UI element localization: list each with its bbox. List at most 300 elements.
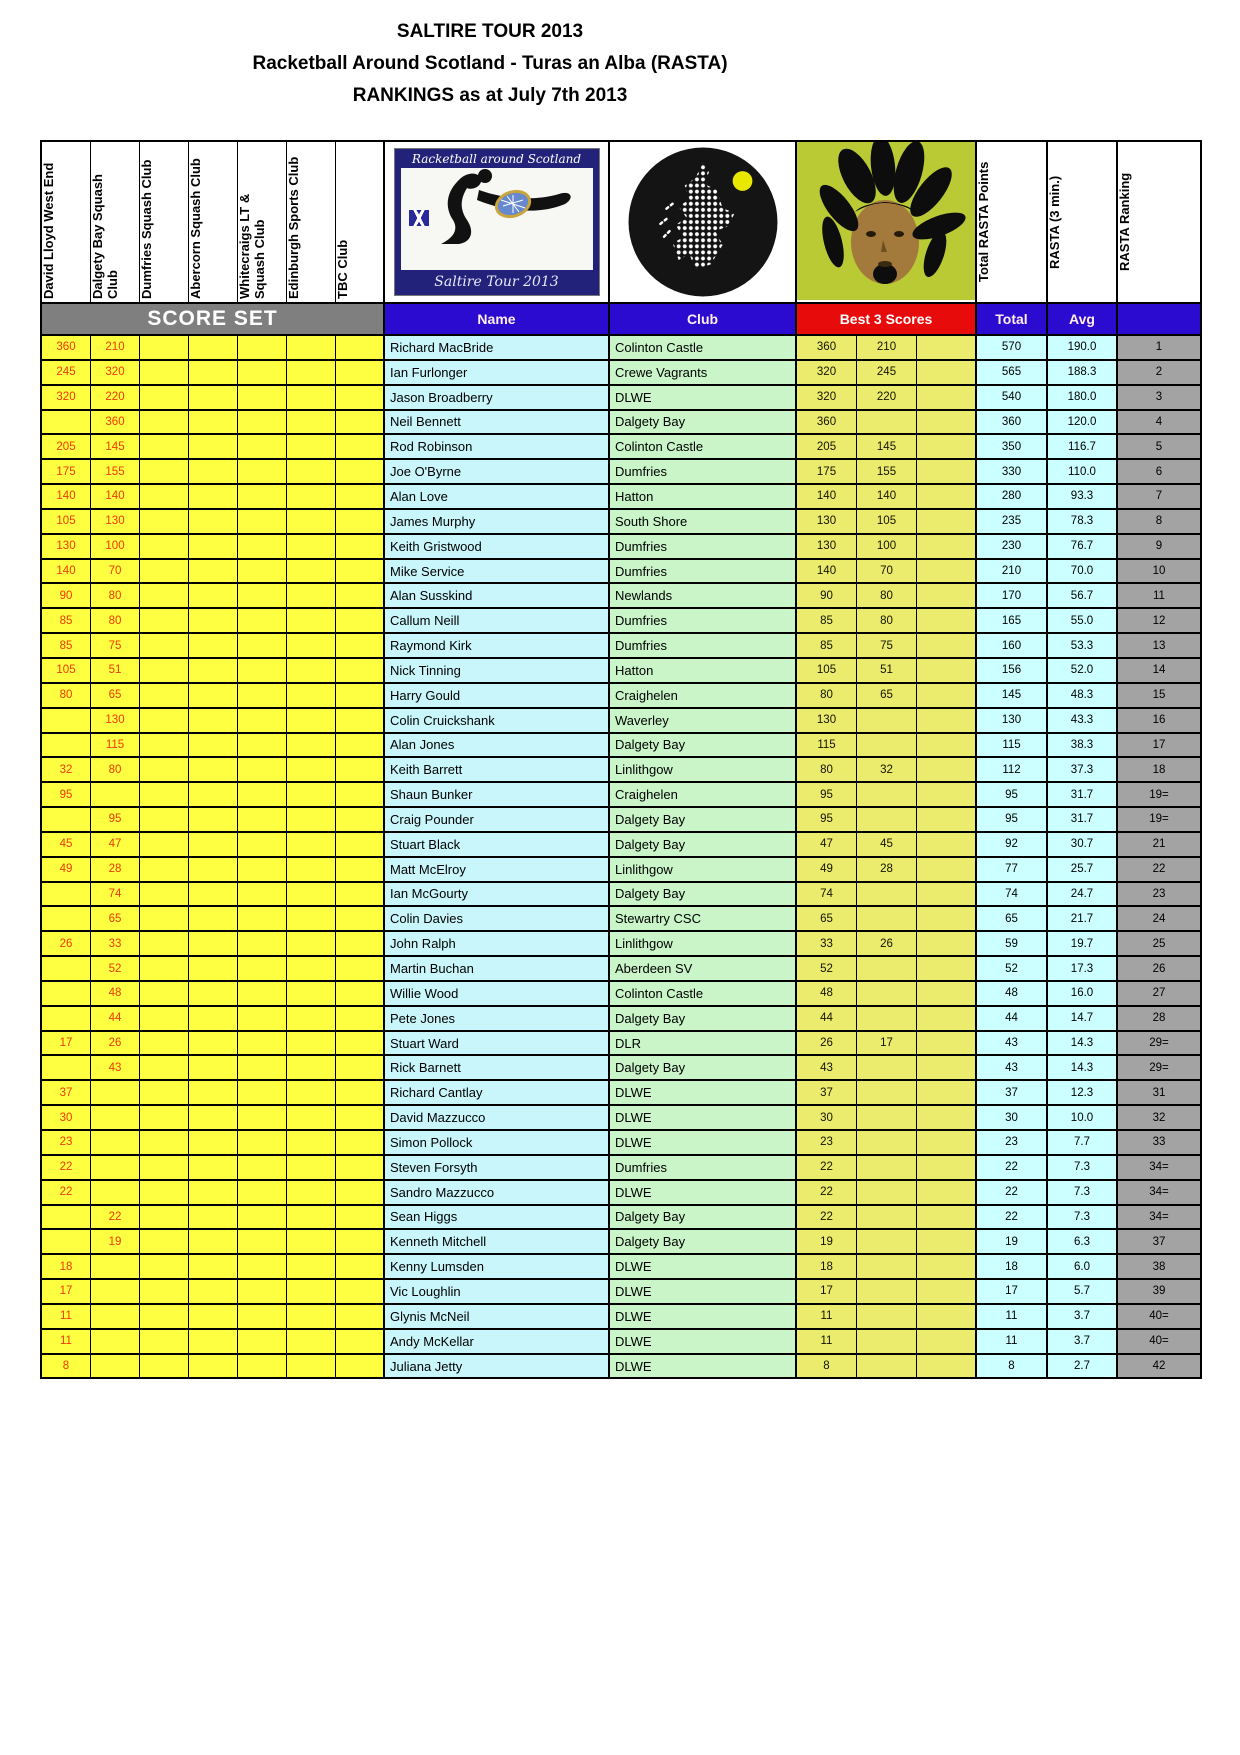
player-name-cell: Simon Pollock — [385, 1131, 610, 1154]
best-score-cell — [857, 1106, 917, 1129]
club-score-cell — [189, 783, 238, 806]
table-row — [42, 833, 1200, 858]
best-score-cell — [917, 982, 977, 1005]
rank-header — [1118, 304, 1200, 334]
best-score-cell: 95 — [797, 808, 857, 831]
score-set-header: SCORE SET — [42, 304, 385, 334]
club-score-cell — [140, 858, 189, 881]
table-row — [42, 485, 1200, 510]
best-score-cell: 85 — [797, 609, 857, 632]
best-score-cell — [857, 982, 917, 1005]
player-club-cell: Waverley — [610, 709, 797, 732]
table-row — [42, 1280, 1200, 1305]
column-header-rasta-ranking — [1118, 142, 1200, 302]
column-header-dumfries — [140, 142, 189, 302]
club-score-cell — [287, 560, 336, 583]
club-score-cell — [189, 1206, 238, 1229]
player-name-cell: Stuart Ward — [385, 1032, 610, 1055]
best-score-cell: 45 — [857, 833, 917, 856]
best-score-cell — [857, 1007, 917, 1030]
player-club-cell: DLWE — [610, 1131, 797, 1154]
best-score-cell — [857, 907, 917, 930]
table-row — [42, 386, 1200, 411]
player-name-cell: Vic Loughlin — [385, 1280, 610, 1303]
club-score-cell — [287, 1280, 336, 1303]
club-score-cell: 90 — [42, 584, 91, 607]
club-score-cell — [238, 535, 287, 558]
club-score-cell — [140, 932, 189, 955]
club-score-cell — [238, 1181, 287, 1204]
player-club-cell: South Shore — [610, 510, 797, 533]
club-score-cell: 74 — [91, 883, 140, 906]
club-score-cell: 70 — [91, 560, 140, 583]
club-score-cell — [238, 584, 287, 607]
average-cell: 3.7 — [1048, 1330, 1118, 1353]
club-score-cell: 140 — [42, 560, 91, 583]
best-score-cell: 22 — [797, 1206, 857, 1229]
best-score-cell — [857, 1305, 917, 1328]
club-score-cell — [140, 1131, 189, 1154]
club-score-cell — [336, 783, 385, 806]
club-score-cell — [238, 709, 287, 732]
best-score-cell: 80 — [797, 758, 857, 781]
club-score-cell — [140, 535, 189, 558]
total-points-cell: 44 — [977, 1007, 1048, 1030]
club-score-cell — [238, 1032, 287, 1055]
column-header-david-lloyd-west-end — [42, 142, 91, 302]
ranking-cell: 12 — [1118, 609, 1200, 632]
best-score-cell — [917, 435, 977, 458]
club-score-cell — [287, 584, 336, 607]
best-score-cell: 140 — [857, 485, 917, 508]
club-score-cell — [336, 1181, 385, 1204]
club-score-cell — [287, 1355, 336, 1378]
club-score-cell: 51 — [91, 659, 140, 682]
column-header-total-rasta-points — [977, 142, 1048, 302]
ranking-cell: 9 — [1118, 535, 1200, 558]
club-score-cell — [287, 684, 336, 707]
best-score-cell: 220 — [857, 386, 917, 409]
best-score-cell: 48 — [797, 982, 857, 1005]
club-score-cell — [140, 1181, 189, 1204]
club-score-cell: 140 — [91, 485, 140, 508]
ranking-cell: 3 — [1118, 386, 1200, 409]
player-club-cell: DLWE — [610, 1330, 797, 1353]
club-score-cell — [42, 808, 91, 831]
club-score-cell: 49 — [42, 858, 91, 881]
club-score-cell — [336, 1230, 385, 1253]
club-score-cell — [238, 833, 287, 856]
player-name-cell: Glynis McNeil — [385, 1305, 610, 1328]
player-club-cell: Linlithgow — [610, 758, 797, 781]
club-score-cell — [238, 336, 287, 359]
club-score-cell — [91, 1355, 140, 1378]
club-score-cell — [189, 336, 238, 359]
club-score-cell — [336, 833, 385, 856]
club-score-cell — [238, 684, 287, 707]
club-score-cell — [287, 634, 336, 657]
ranking-cell: 5 — [1118, 435, 1200, 458]
club-score-cell — [140, 485, 189, 508]
club-score-cell — [287, 907, 336, 930]
best-score-cell — [917, 883, 977, 906]
club-score-cell — [140, 560, 189, 583]
player-club-cell: Dalgety Bay — [610, 411, 797, 434]
club-score-cell: 26 — [91, 1032, 140, 1055]
table-row — [42, 1330, 1200, 1355]
total-points-cell: 115 — [977, 734, 1048, 757]
club-score-cell — [42, 982, 91, 1005]
player-name-cell: Callum Neill — [385, 609, 610, 632]
table-row — [42, 758, 1200, 783]
club-score-cell — [189, 1330, 238, 1353]
player-name-cell: Kenneth Mitchell — [385, 1230, 610, 1253]
club-score-cell — [336, 336, 385, 359]
ranking-cell: 2 — [1118, 361, 1200, 384]
ranking-cell: 7 — [1118, 485, 1200, 508]
best-score-cell — [917, 1056, 977, 1079]
club-score-cell — [91, 1181, 140, 1204]
rasta-face-image — [797, 142, 977, 300]
average-cell: 30.7 — [1048, 833, 1118, 856]
table-row — [42, 883, 1200, 908]
club-score-cell — [336, 858, 385, 881]
best-score-cell: 130 — [797, 535, 857, 558]
title-line1: SALTIRE TOUR 2013 — [396, 21, 584, 42]
average-cell: 6.3 — [1048, 1230, 1118, 1253]
best-score-cell: 320 — [797, 361, 857, 384]
club-score-cell — [91, 783, 140, 806]
best-score-cell — [857, 709, 917, 732]
best-score-cell — [917, 1131, 977, 1154]
player-name-cell: Sandro Mazzucco — [385, 1181, 610, 1204]
club-score-cell — [238, 907, 287, 930]
best-score-cell — [917, 1355, 977, 1378]
club-header: Club — [610, 304, 797, 334]
player-club-cell: Dumfries — [610, 609, 797, 632]
total-points-cell: 360 — [977, 411, 1048, 434]
best-score-cell: 210 — [857, 336, 917, 359]
total-points-cell: 11 — [977, 1330, 1048, 1353]
club-score-cell — [336, 1106, 385, 1129]
player-name-cell: Andy McKellar — [385, 1330, 610, 1353]
club-score-cell — [238, 932, 287, 955]
best-score-cell: 43 — [797, 1056, 857, 1079]
total-points-cell: 92 — [977, 833, 1048, 856]
club-score-cell: 65 — [91, 684, 140, 707]
club-score-cell — [287, 1007, 336, 1030]
average-cell: 14.3 — [1048, 1032, 1118, 1055]
column-header-label: David Lloyd West End — [41, 162, 56, 299]
player-club-cell: Newlands — [610, 584, 797, 607]
club-score-cell — [238, 1131, 287, 1154]
player-name-cell: Alan Susskind — [385, 584, 610, 607]
club-score-cell — [140, 982, 189, 1005]
club-score-cell — [287, 460, 336, 483]
club-score-cell — [42, 411, 91, 434]
player-name-cell: Colin Cruickshank — [385, 709, 610, 732]
table-row — [42, 1056, 1200, 1081]
player-club-cell: Colinton Castle — [610, 336, 797, 359]
table-row — [42, 361, 1200, 386]
club-score-cell — [42, 1056, 91, 1079]
ranking-cell: 10 — [1118, 560, 1200, 583]
club-score-cell — [140, 1081, 189, 1104]
best-score-cell: 30 — [797, 1106, 857, 1129]
best-score-cell — [917, 783, 977, 806]
club-score-cell: 75 — [91, 634, 140, 657]
ranking-cell: 42 — [1118, 1355, 1200, 1378]
club-score-cell: 44 — [91, 1007, 140, 1030]
club-score-cell — [238, 510, 287, 533]
club-score-cell — [238, 957, 287, 980]
total-points-cell: 280 — [977, 485, 1048, 508]
best-score-cell — [917, 758, 977, 781]
club-score-cell — [287, 659, 336, 682]
player-club-cell: Dumfries — [610, 634, 797, 657]
player-club-cell: Dalgety Bay — [610, 1007, 797, 1030]
best-score-cell — [857, 734, 917, 757]
ranking-cell: 33 — [1118, 1131, 1200, 1154]
best-score-cell — [917, 1206, 977, 1229]
total-points-cell: 170 — [977, 584, 1048, 607]
average-cell: 21.7 — [1048, 907, 1118, 930]
total-points-cell: 65 — [977, 907, 1048, 930]
club-score-cell — [189, 982, 238, 1005]
club-score-cell — [336, 883, 385, 906]
club-score-cell — [91, 1131, 140, 1154]
best-score-cell: 37 — [797, 1081, 857, 1104]
club-score-cell — [189, 1032, 238, 1055]
club-score-cell — [287, 1305, 336, 1328]
player-name-cell: James Murphy — [385, 510, 610, 533]
club-score-cell — [189, 833, 238, 856]
ranking-cell: 18 — [1118, 758, 1200, 781]
average-cell: 190.0 — [1048, 336, 1118, 359]
best-score-cell: 17 — [797, 1280, 857, 1303]
best-score-cell — [917, 907, 977, 930]
club-score-cell — [42, 709, 91, 732]
table-body — [42, 336, 1200, 1377]
club-score-cell — [336, 1255, 385, 1278]
table-row — [42, 435, 1200, 460]
player-club-cell: Crewe Vagrants — [610, 361, 797, 384]
best-score-cell: 22 — [797, 1156, 857, 1179]
average-cell: 7.3 — [1048, 1181, 1118, 1204]
club-score-cell — [287, 883, 336, 906]
table-row — [42, 1255, 1200, 1280]
table-row — [42, 709, 1200, 734]
column-header-label: Dumfries Squash Club — [139, 159, 154, 299]
best-score-cell — [917, 609, 977, 632]
player-club-cell: Dalgety Bay — [610, 1230, 797, 1253]
club-score-cell: 18 — [42, 1255, 91, 1278]
player-club-cell: Linlithgow — [610, 858, 797, 881]
best-score-cell: 47 — [797, 833, 857, 856]
club-score-cell: 8 — [42, 1355, 91, 1378]
best-score-cell — [917, 1280, 977, 1303]
player-club-cell: Linlithgow — [610, 932, 797, 955]
club-score-cell: 33 — [91, 932, 140, 955]
club-score-cell — [140, 386, 189, 409]
best-score-cell — [857, 1131, 917, 1154]
club-score-cell — [189, 609, 238, 632]
best-score-cell — [857, 808, 917, 831]
table-row — [42, 1081, 1200, 1106]
total-points-cell: 43 — [977, 1056, 1048, 1079]
club-score-cell — [140, 833, 189, 856]
club-score-cell: 45 — [42, 833, 91, 856]
club-score-cell — [42, 1007, 91, 1030]
best-score-cell — [857, 1081, 917, 1104]
total-points-cell: 30 — [977, 1106, 1048, 1129]
best-score-cell: 17 — [857, 1032, 917, 1055]
club-score-cell: 52 — [91, 957, 140, 980]
best-score-cell: 74 — [797, 883, 857, 906]
club-score-cell — [189, 659, 238, 682]
table-row — [42, 1230, 1200, 1255]
club-score-cell — [336, 1056, 385, 1079]
player-club-cell: Craighelen — [610, 783, 797, 806]
club-score-cell — [336, 634, 385, 657]
total-points-cell: 95 — [977, 808, 1048, 831]
player-name-cell: Alan Love — [385, 485, 610, 508]
club-score-cell: 360 — [91, 411, 140, 434]
best-score-cell — [917, 1181, 977, 1204]
table-row — [42, 510, 1200, 535]
club-score-cell — [238, 361, 287, 384]
ranking-cell: 1 — [1118, 336, 1200, 359]
club-score-cell: 22 — [42, 1156, 91, 1179]
ranking-cell: 23 — [1118, 883, 1200, 906]
total-points-cell: 22 — [977, 1156, 1048, 1179]
club-score-cell — [336, 709, 385, 732]
average-cell: 110.0 — [1048, 460, 1118, 483]
ranking-cell: 22 — [1118, 858, 1200, 881]
club-score-cell — [189, 808, 238, 831]
club-score-cell — [189, 1181, 238, 1204]
player-club-cell: Stewartry CSC — [610, 907, 797, 930]
club-score-cell — [91, 1305, 140, 1328]
club-score-cell — [287, 435, 336, 458]
club-score-cell — [336, 609, 385, 632]
club-score-cell — [238, 808, 287, 831]
club-score-cell — [189, 758, 238, 781]
total-points-cell: 112 — [977, 758, 1048, 781]
table-row — [42, 1181, 1200, 1206]
ranking-cell: 27 — [1118, 982, 1200, 1005]
ranking-cell: 32 — [1118, 1106, 1200, 1129]
column-header-label: Total RASTA Points — [976, 161, 991, 283]
title-line3: RANKINGS as at July 7th 2013 — [352, 85, 628, 106]
club-score-cell: 22 — [91, 1206, 140, 1229]
table-row — [42, 535, 1200, 560]
total-points-cell: 52 — [977, 957, 1048, 980]
best-score-cell — [917, 1330, 977, 1353]
best-score-cell — [917, 1032, 977, 1055]
club-score-cell: 43 — [91, 1056, 140, 1079]
club-score-cell — [336, 584, 385, 607]
club-score-cell — [189, 361, 238, 384]
player-name-cell: Mike Service — [385, 560, 610, 583]
table-row — [42, 957, 1200, 982]
table-row — [42, 1355, 1200, 1378]
club-score-cell — [140, 361, 189, 384]
average-cell: 16.0 — [1048, 982, 1118, 1005]
club-score-cell: 155 — [91, 460, 140, 483]
ranking-cell: 39 — [1118, 1280, 1200, 1303]
player-name-cell: Matt McElroy — [385, 858, 610, 881]
average-cell: 17.3 — [1048, 957, 1118, 980]
total-points-cell: 230 — [977, 535, 1048, 558]
player-name-cell: David Mazzucco — [385, 1106, 610, 1129]
club-score-cell: 48 — [91, 982, 140, 1005]
club-score-cell: 17 — [42, 1032, 91, 1055]
total-points-cell: 570 — [977, 336, 1048, 359]
best-score-cell — [917, 560, 977, 583]
total-header: Total — [977, 304, 1048, 334]
best-score-cell — [857, 1156, 917, 1179]
club-score-cell — [140, 1032, 189, 1055]
best-score-cell — [917, 411, 977, 434]
club-score-cell — [336, 1330, 385, 1353]
club-score-cell — [336, 957, 385, 980]
ranking-cell: 29= — [1118, 1056, 1200, 1079]
player-name-cell: Steven Forsyth — [385, 1156, 610, 1179]
club-score-cell — [287, 982, 336, 1005]
club-score-cell — [336, 734, 385, 757]
club-score-cell — [287, 758, 336, 781]
total-points-cell: 160 — [977, 634, 1048, 657]
table-row — [42, 1032, 1200, 1057]
average-cell: 55.0 — [1048, 609, 1118, 632]
ranking-cell: 6 — [1118, 460, 1200, 483]
best-score-cell: 360 — [797, 411, 857, 434]
table-row — [42, 932, 1200, 957]
club-score-cell: 23 — [42, 1131, 91, 1154]
club-score-cell — [238, 1056, 287, 1079]
best-score-cell — [917, 1106, 977, 1129]
player-name-cell: Joe O'Byrne — [385, 460, 610, 483]
club-score-cell — [189, 411, 238, 434]
average-cell: 25.7 — [1048, 858, 1118, 881]
club-score-cell — [287, 833, 336, 856]
player-name-cell: Richard MacBride — [385, 336, 610, 359]
racketball-logo-cell — [385, 142, 610, 302]
player-name-cell: Pete Jones — [385, 1007, 610, 1030]
table-row — [42, 336, 1200, 361]
club-score-cell — [42, 734, 91, 757]
best-score-cell: 26 — [857, 932, 917, 955]
club-score-cell: 320 — [91, 361, 140, 384]
player-name-cell: Willie Wood — [385, 982, 610, 1005]
table-row — [42, 907, 1200, 932]
club-score-cell: 80 — [42, 684, 91, 707]
best-score-cell — [857, 1206, 917, 1229]
club-score-cell — [140, 734, 189, 757]
best-score-cell: 44 — [797, 1007, 857, 1030]
average-cell: 7.3 — [1048, 1206, 1118, 1229]
total-points-cell: 22 — [977, 1181, 1048, 1204]
club-score-cell: 19 — [91, 1230, 140, 1253]
club-score-cell — [189, 907, 238, 930]
club-score-cell — [238, 1280, 287, 1303]
player-name-cell: Shaun Bunker — [385, 783, 610, 806]
ranking-cell: 25 — [1118, 932, 1200, 955]
table-row — [42, 1156, 1200, 1181]
ranking-cell: 29= — [1118, 1032, 1200, 1055]
total-points-cell: 11 — [977, 1305, 1048, 1328]
